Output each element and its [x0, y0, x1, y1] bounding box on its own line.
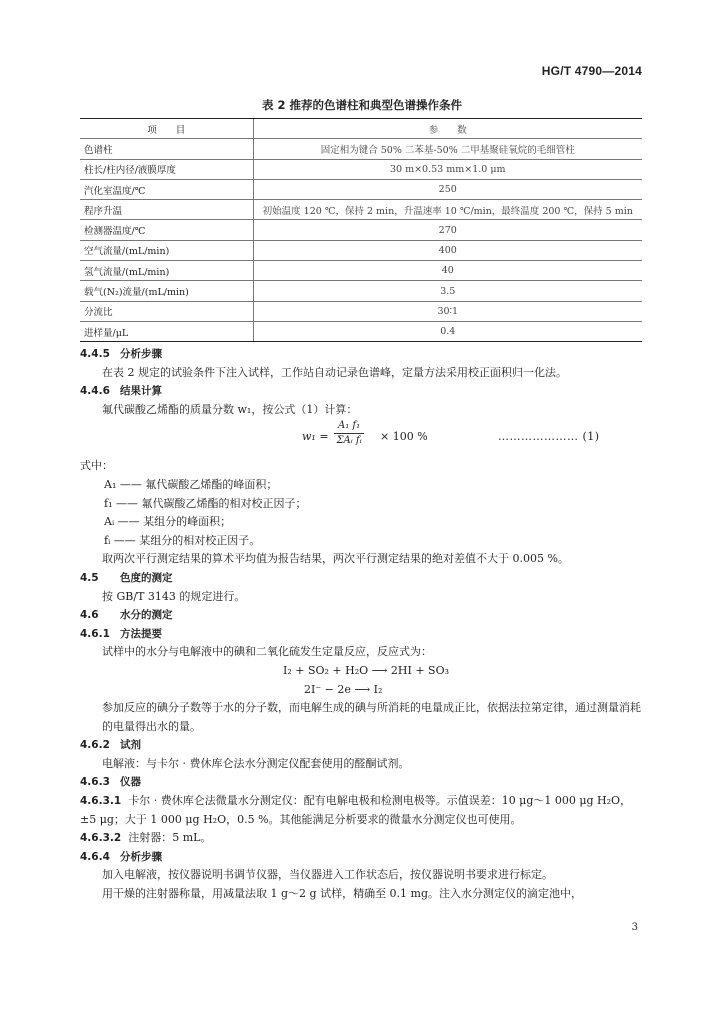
formula-denominator: ΣAᵢ fᵢ: [336, 435, 362, 447]
table-row: [80, 139, 642, 159]
row-param: 270: [253, 220, 642, 240]
paragraph: 用干燥的注射器称量，用减量法取 1 g～2 g 试样，精确至 0.1 mg。注入水分测定仪的滴定池中，: [102, 887, 583, 901]
table-row: [80, 220, 642, 240]
table-caption: 表 2 推荐的色谱柱和典型色谱操作条件: [261, 98, 462, 112]
col-header-param: 参 数: [253, 119, 642, 139]
clause-text: 注射器：5 mL。: [128, 831, 212, 845]
where-label: 式中：: [80, 459, 113, 473]
formula-numerator: A₁ f₁: [334, 419, 364, 434]
row-item: 色谱柱: [80, 139, 253, 159]
table-row: [80, 261, 642, 281]
row-item: 程序升温: [80, 200, 253, 220]
paragraph: 加入电解液，按仪器说明书调节仪器，当仪器进入工作状态后，按仪器说明书要求进行标定。: [102, 868, 553, 882]
formula-lhs: w₁ =: [302, 430, 329, 444]
row-param: 0.4: [253, 321, 642, 341]
table-row: [80, 281, 642, 301]
paragraph: 在表 2 规定的试验条件下注入试样，工作站自动记录色谱峰，定量方法采用校正面积归一化法。: [102, 365, 567, 379]
row-param: 30∶1: [253, 301, 642, 321]
formula-1: [80, 419, 642, 457]
formula-multiplier: × 100 %: [380, 430, 428, 444]
paragraph: 取两次平行测定结果的算术平均值为报告结果，两次平行测定结果的绝对差值不大于 0.005 %。: [102, 552, 569, 566]
paragraph: 试样中的水分与电解液中的碘和二氧化硫发生定量反应，反应式为：: [102, 645, 432, 659]
document-body: [80, 345, 642, 904]
section-heading-4-4-5: 4.4.5 分析步骤: [80, 348, 162, 360]
paragraph: [80, 829, 642, 848]
section-heading-4-5: 4.5 色度的测定: [80, 571, 173, 584]
row-param: 30 m×0.53 mm×1.0 μm: [253, 159, 642, 179]
paragraph: 电解液：与卡尔 · 费休库仑法水分测定仪配套使用的醛酮试剂。: [102, 756, 410, 770]
definition-item: f₁ —— 氟代碳酸乙烯酯的相对校正因子；: [104, 496, 307, 510]
row-param: 3.5: [253, 281, 642, 301]
section-heading-4-4-6: 4.4.6 结果计算: [80, 385, 162, 398]
clause-number: 4.6.3.2: [80, 832, 122, 845]
paragraph: 参加反应的碘分子数等于水的分子数，而电解生成的碘与所消耗的电量成正比，依据法拉第定律，通过测量消耗的电量得出水的量。: [102, 701, 641, 733]
row-item: 汽化室温度/℃: [80, 179, 253, 199]
row-item: 检测器温度/℃: [80, 220, 253, 240]
row-item: 柱长/柱内径/液膜厚度: [80, 159, 253, 179]
row-param: 初始温度 120 ℃，保持 2 min，升温速率 10 ℃/min，最终温度 200 ℃，保持 5 min: [253, 200, 642, 220]
section-heading-4-6-1: 4.6.1 方法提要: [80, 627, 162, 640]
col-header-item: 项 目: [80, 119, 253, 139]
row-param: 40: [253, 261, 642, 281]
table-header-row: [80, 119, 642, 139]
clause-text: 卡尔 · 费休库仑法微量水分测定仪：配有电解电极和检测电极等。示值误差：10 μg～1 000 μg H₂O，±5 μg；大于 1 000 μg H₂O，0.5 %。其他能满足分析要求的微量水分测定仪也可使用。: [80, 794, 632, 826]
conditions-table: [80, 118, 642, 342]
table-row: [80, 179, 642, 199]
row-item: 进样量/μL: [80, 321, 253, 341]
row-item: 氢气流量/(mL/min): [80, 261, 253, 281]
section-heading-4-6-3: 4.6.3 仪器: [80, 776, 141, 789]
definition-item: A₁ —— 氟代碳酸乙烯酯的峰面积；: [104, 477, 278, 491]
definition-item: fᵢ —— 某组分的相对校正因子。: [104, 533, 261, 547]
paragraph: 按 GB/T 3143 的规定进行。: [102, 589, 246, 603]
row-param: 250: [253, 179, 642, 199]
section-heading-4-6-4: 4.6.4 分析步骤: [80, 850, 162, 863]
table-row: [80, 159, 642, 179]
reaction-equation-2: 2I⁻ − 2e ⟶ I₂: [304, 682, 383, 696]
row-item: 空气流量/(mL/min): [80, 240, 253, 260]
definition-item: Aᵢ —— 某组分的峰面积；: [104, 515, 232, 529]
table-row: [80, 321, 642, 341]
section-heading-4-6: 4.6 水分的测定: [80, 609, 173, 622]
table-row: [80, 301, 642, 321]
standard-number: HG/T 4790—2014: [541, 64, 642, 78]
table-row: [80, 240, 642, 260]
row-item: 分流比: [80, 301, 253, 321]
section-heading-4-6-2: 4.6.2 试剂: [80, 739, 141, 752]
paragraph: [80, 792, 642, 829]
clause-number: 4.6.3.1: [80, 795, 122, 808]
formula-fraction: [334, 419, 364, 448]
table-row: [80, 200, 642, 220]
row-param: 400: [253, 240, 642, 260]
row-item: 载气(N₂)流量/(mL/min): [80, 281, 253, 301]
paragraph: 氟代碳酸乙烯酯的质量分数 w₁，按公式（1）计算：: [102, 402, 358, 416]
page-number: 3: [631, 922, 638, 933]
equation-number: ………………… (1): [498, 430, 600, 444]
row-param: 固定相为键合 50% 二苯基-50% 二甲基聚硅氧烷的毛细管柱: [253, 139, 642, 159]
reaction-equation-1: I₂ + SO₂ + H₂O ⟶ 2HI + SO₃: [282, 663, 450, 677]
